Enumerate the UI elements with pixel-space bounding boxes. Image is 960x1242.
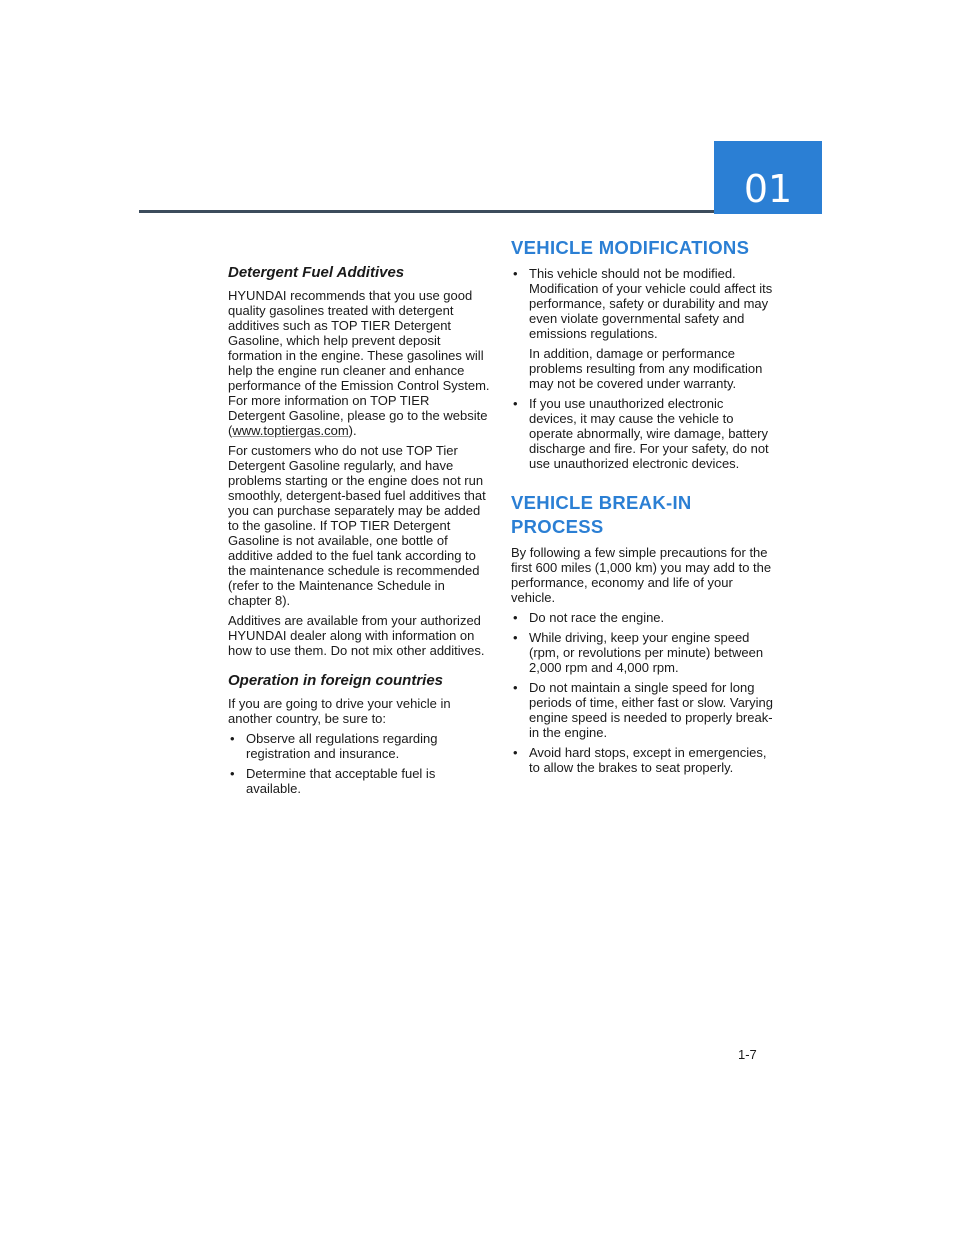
chapter-number: 01	[743, 166, 793, 211]
modifications-bullet-1-text: • This vehicle should not be modified. Modification of your vehicle could affect its performance, safety or durability and may even violate governmental safety and emissions regulations.	[529, 266, 773, 341]
breakin-title-line-2: PROCESS	[511, 516, 604, 537]
chapter-tab	[714, 141, 822, 214]
left-column	[228, 238, 490, 801]
list-item: • While driving, keep your engine speed (rpm, or revolutions per minute) between 2,000 rpm and 4,000 rpm.	[511, 630, 773, 675]
toptier-website-link[interactable]: www.toptiergas.com	[232, 423, 349, 438]
list-item: • Do not maintain a single speed for long periods of time, either fast or slow. Varying engine speed is needed to properly break-in the engine.	[511, 680, 773, 740]
breakin-title-line-1: VEHICLE BREAK-IN	[511, 492, 692, 513]
detergent-p1-end: ).	[348, 423, 357, 438]
list-item: • Do not race the engine.	[511, 610, 773, 625]
modifications-bullet-list	[511, 266, 773, 471]
detergent-paragraph-2: For customers who do not use TOP Tier Detergent Gasoline regularly, and have problems starting or the engine does not run smoothly, detergent-based fuel additives that you can purchase separately may be added to the gasoline. If TOP TIER Detergent Gasoline is not available, one bottle of additive added to the fuel tank according to the maintenance schedule is recommended (refer to the Maintenance Schedule in chapter 8).	[228, 443, 486, 608]
detergent-p1-text: HYUNDAI recommends that you use good quality gasolines treated with detergent additives such as TOP TIER Detergent Gasoline, which help prevent deposit formation in the engine. These gasolines will help the engine run cleaner and enhance performance of the Emission Control System. For more information on TOP TIER Detergent Gasoline, please go to the website (	[228, 288, 490, 438]
foreign-intro: If you are going to drive your vehicle in another country, be sure to:	[228, 696, 451, 726]
list-item: • Observe all regulations regarding registration and insurance.	[228, 731, 490, 761]
foreign-heading: Operation in foreign countries	[228, 672, 444, 689]
breakin-bullet-list	[511, 610, 773, 775]
list-item: • Determine that acceptable fuel is available.	[228, 766, 490, 796]
list-item	[511, 266, 773, 391]
right-column	[511, 236, 773, 780]
breakin-intro: By following a few simple precautions for the first 600 miles (1,000 km) you may add to the performance, economy and life of your vehicle.	[511, 545, 772, 605]
list-item: • Avoid hard stops, except in emergencies, to allow the brakes to seat properly.	[511, 745, 773, 775]
modifications-title: VEHICLE MODIFICATIONS	[511, 237, 750, 258]
header-divider	[139, 210, 714, 213]
modifications-bullet-1-extra: In addition, damage or performance problems resulting from any modification may not be covered under warranty.	[529, 346, 763, 391]
detergent-heading: Detergent Fuel Additives	[228, 264, 405, 281]
breakin-title	[511, 491, 773, 539]
detergent-paragraph-1	[228, 288, 490, 438]
foreign-bullet-list	[228, 731, 490, 796]
page-number: 1-7	[738, 1047, 757, 1062]
list-item: • If you use unauthorized electronic devices, it may cause the vehicle to operate abnormally, wire damage, battery discharge and fire. For your safety, do not use unauthorized electronic devices.	[511, 396, 773, 471]
detergent-paragraph-3: Additives are available from your authorized HYUNDAI dealer along with information on how to use them. Do not mix other additives.	[228, 613, 485, 658]
